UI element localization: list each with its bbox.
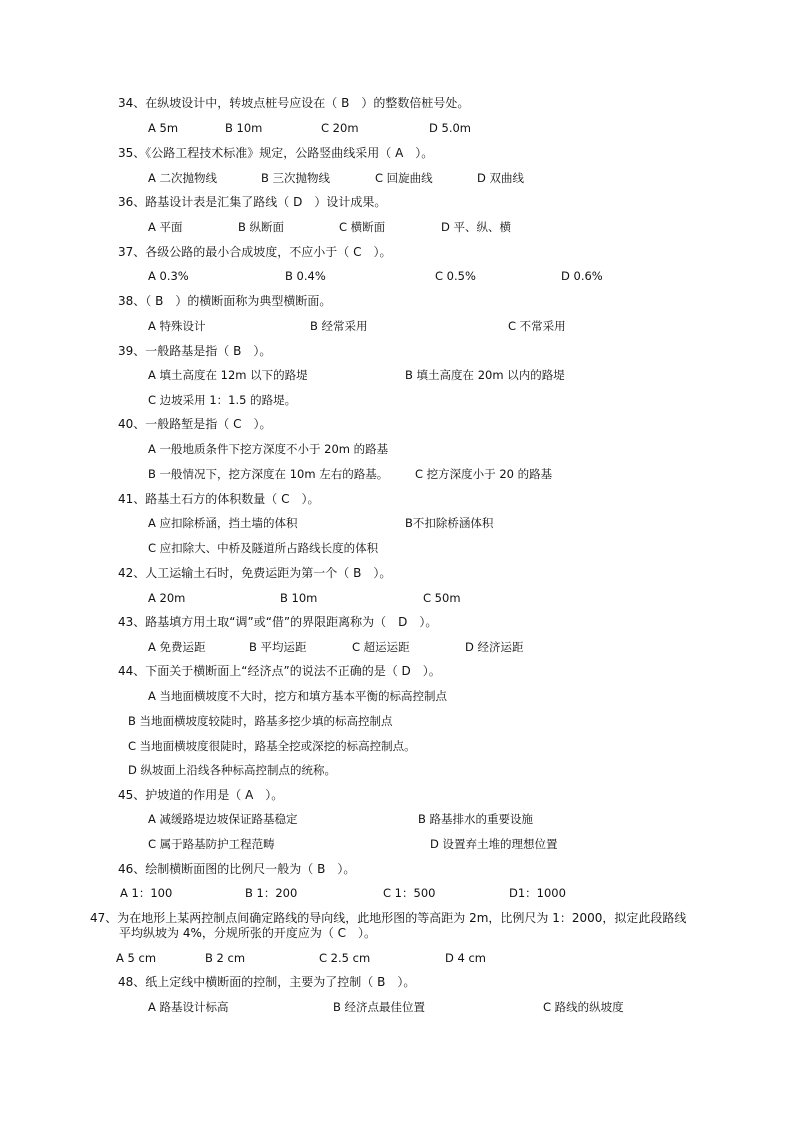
question-47 (90, 910, 686, 926)
option-b: B 一般情况下，挖方深度在 10m 左右的路基。 (148, 467, 389, 481)
question-number: 48、 (118, 975, 146, 989)
question-number: 42、 (118, 566, 146, 580)
option-a: A 路基设计标高 (148, 1000, 229, 1014)
option-c: C 横断面 (339, 220, 386, 234)
option-c: C 回旋曲线 (375, 171, 433, 185)
option-d: D 平、纵、横 (441, 220, 512, 234)
question-stem: 路基填方用土取“调”或“借”的界限距离称为（ D ）。 (145, 615, 438, 629)
question-35 (118, 145, 433, 161)
option-c: C 20m (321, 121, 359, 135)
question-39 (118, 343, 271, 359)
option-a: A 5 cm (116, 951, 157, 965)
question-36 (118, 194, 386, 210)
option-a: A 当地面横坡度不大时，挖方和填方基本平衡的标高控制点 (148, 689, 448, 703)
option-b: B 1：200 (245, 886, 298, 900)
option-c: C 1：500 (383, 886, 436, 900)
question-stem: 护坡道的作用是（ A ）。 (145, 788, 284, 802)
question-stem: 纸上定线中横断面的控制，主要为了控制（ B ）。 (145, 975, 416, 989)
option-a: A 免费运距 (148, 640, 206, 654)
question-number: 45、 (118, 788, 146, 802)
question-number: 41、 (118, 492, 146, 506)
option-c: C 路线的纵坡度 (543, 1000, 624, 1014)
question-number: 37、 (118, 245, 146, 259)
question-stem: 在纵坡设计中，转坡点桩号应设在（ B ）的整数倍桩号处。 (145, 96, 470, 110)
option-b: B 经常采用 (310, 319, 368, 333)
option-c: C 属于路基防护工程范畴 (148, 837, 275, 851)
option-b: B 平均运距 (249, 640, 307, 654)
question-38 (118, 293, 331, 309)
option-a: A 减缓路堤边坡保证路基稳定 (148, 812, 298, 826)
option-a: A 二次抛物线 (148, 171, 218, 185)
option-d: D1：1000 (509, 886, 566, 900)
option-d: D 经济运距 (465, 640, 524, 654)
option-d: D 设置弃土堆的理想位置 (430, 837, 558, 851)
option-d: D 纵坡面上沿线各种标高控制点的统称。 (128, 763, 337, 777)
question-48 (118, 974, 415, 990)
question-stem: 各级公路的最小合成坡度，不应小于（ C ）。 (145, 245, 392, 259)
question-44 (118, 663, 441, 679)
option-a: A 一般地质条件下挖方深度不小于 20m 的路基 (148, 442, 389, 456)
option-d: D 0.6% (561, 269, 603, 283)
option-a: A 20m (148, 591, 186, 605)
option-b: B 填土高度在 20m 以内的路堤 (405, 368, 565, 382)
option-c: C 0.5% (435, 269, 476, 283)
option-d: D 4 cm (445, 951, 487, 965)
question-37 (118, 244, 391, 260)
question-number: 36、 (118, 195, 146, 209)
option-a: A 特殊设计 (148, 319, 206, 333)
question-number: 35、 (118, 146, 146, 160)
question-stem: 一般路基是指（ B ）。 (145, 344, 272, 358)
question-47-continued: 平均纵坡为 4%，分规所张的开度应为（ C ）。 (119, 926, 377, 940)
option-c: C 边坡采用 1：1.5 的路堤。 (148, 393, 297, 407)
question-45 (118, 787, 283, 803)
question-stem: 人工运输土石时，免费运距为第一个（ B ）。 (145, 566, 392, 580)
option-a: A 1：100 (120, 886, 173, 900)
option-a: A 填土高度在 12m 以下的路堤 (148, 368, 308, 382)
question-number: 40、 (118, 417, 146, 431)
question-number: 44、 (118, 664, 146, 678)
question-stem: 下面关于横断面上“经济点”的说法不正确的是（ D ）。 (145, 664, 441, 678)
question-46 (118, 861, 355, 877)
option-b: B 2 cm (205, 951, 246, 965)
option-b: B 路基排水的重要设施 (418, 812, 534, 826)
option-a: A 应扣除桥涵，挡土墙的体积 (148, 516, 298, 530)
question-number: 39、 (118, 344, 146, 358)
option-b: B不扣除桥涵体积 (405, 516, 494, 530)
question-stem: 一般路堑是指（ C ）。 (145, 417, 272, 431)
question-40 (118, 416, 271, 432)
option-c: C 挖方深度小于 20 的路基 (415, 467, 553, 481)
option-c: C 50m (423, 591, 461, 605)
question-stem: （ B ）的横断面称为典型横断面。 (145, 294, 332, 308)
question-number: 38、 (118, 294, 146, 308)
question-stem: 《公路工程技术标准》规定，公路竖曲线采用（ A ）。 (145, 146, 434, 160)
question-stem: 路基土石方的体积数量（ C ）。 (145, 492, 320, 506)
option-b: B 当地面横坡度较陡时，路基多挖少填的标高控制点 (128, 714, 393, 728)
option-b: B 0.4% (285, 269, 326, 283)
question-stem: 为在地形上某两控制点间确定路线的导向线，此地形图的等高距为 2m，比例尺为 1：2000，拟定此段路线 (117, 911, 687, 925)
question-number: 43、 (118, 615, 146, 629)
option-c: C 应扣除大、中桥及隧道所占路线长度的体积 (148, 541, 379, 555)
question-number: 47、 (90, 911, 118, 925)
option-b: B 10m (280, 591, 318, 605)
option-d: D 双曲线 (477, 171, 525, 185)
option-b: B 三次抛物线 (261, 171, 331, 185)
option-a: A 平面 (148, 220, 183, 234)
option-b: B 经济点最佳位置 (333, 1000, 426, 1014)
question-stem: 绘制横断面图的比例尺一般为（ B ）。 (145, 862, 356, 876)
option-d: D 5.0m (429, 121, 472, 135)
option-c: C 当地面横坡度很陡时，路基全挖或深挖的标高控制点。 (128, 739, 416, 753)
question-number: 46、 (118, 862, 146, 876)
question-43 (118, 614, 437, 630)
question-42 (118, 565, 391, 581)
option-b: B 纵断面 (238, 220, 285, 234)
option-a: A 5m (148, 121, 179, 135)
question-stem: 路基设计表是汇集了路线（ D ）设计成果。 (145, 195, 387, 209)
option-b: B 10m (225, 121, 263, 135)
option-c: C 超运运距 (352, 640, 410, 654)
option-c: C 不常采用 (508, 319, 566, 333)
question-41 (118, 491, 319, 507)
question-number: 34、 (118, 96, 146, 110)
option-a: A 0.3% (148, 269, 189, 283)
option-c: C 2.5 cm (319, 951, 371, 965)
question-34 (118, 95, 469, 111)
